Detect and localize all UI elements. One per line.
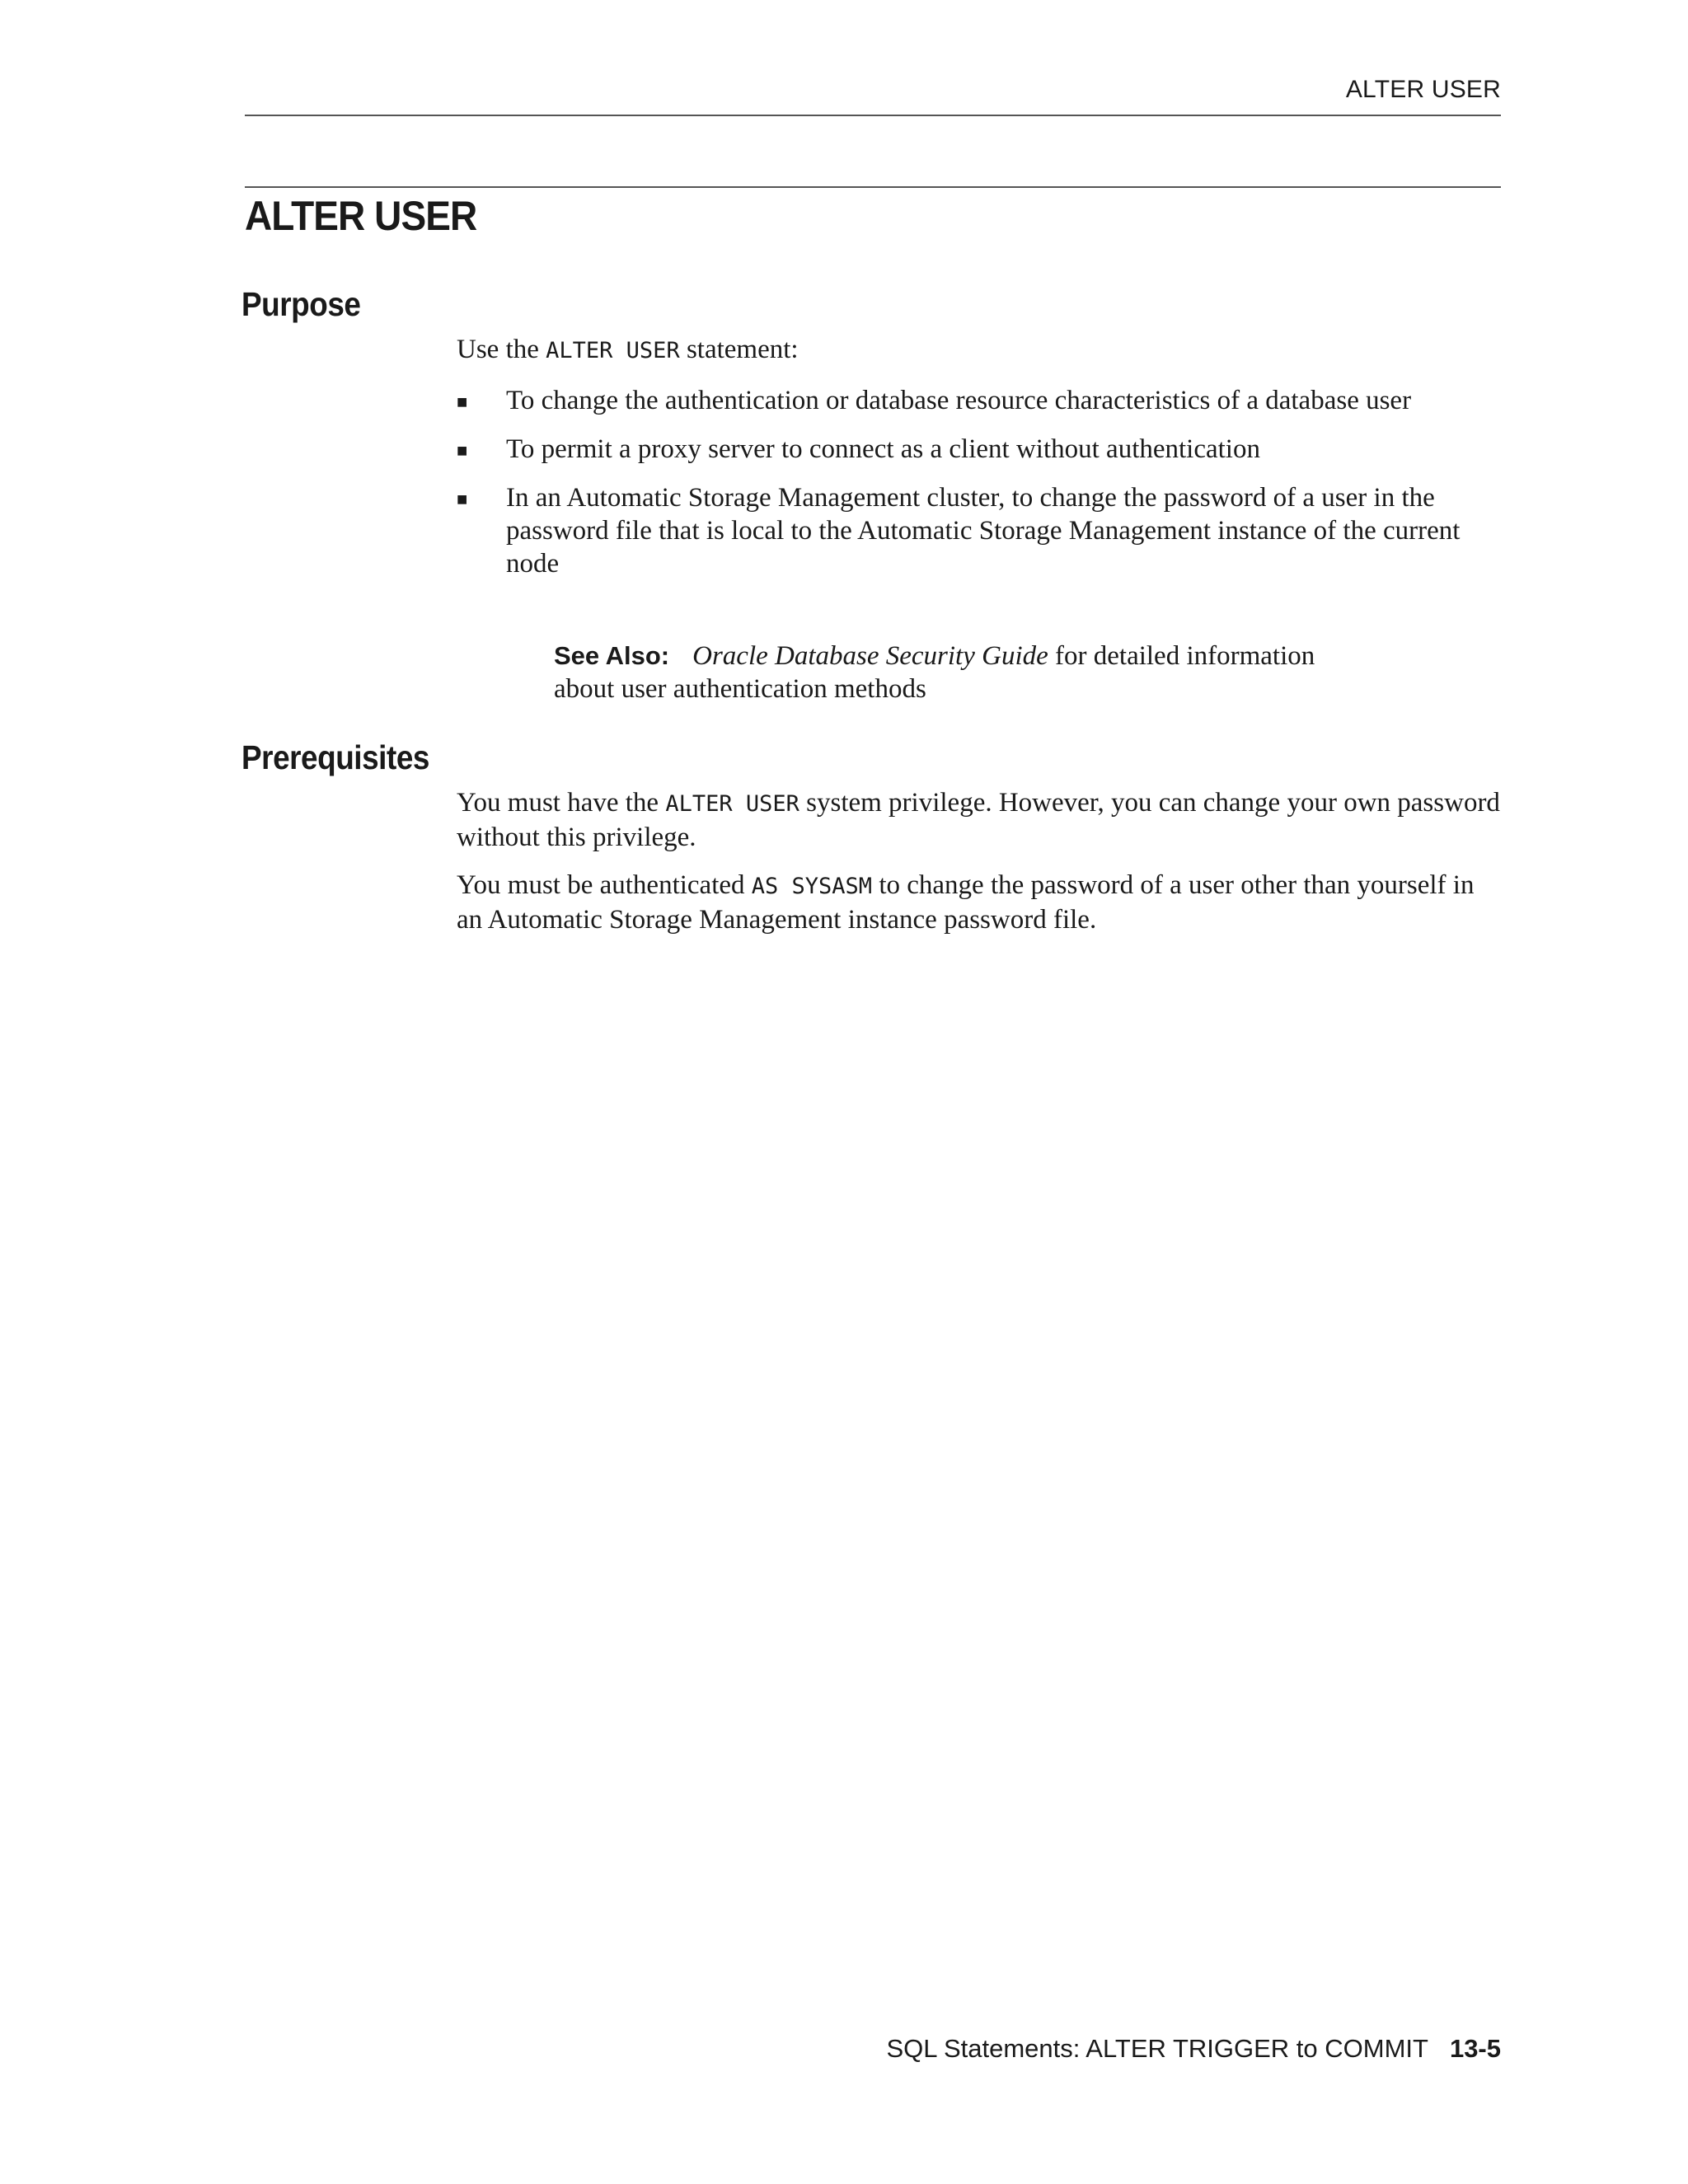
title-rule xyxy=(245,186,1501,188)
see-also-label: See Also: xyxy=(554,641,670,670)
purpose-intro xyxy=(457,333,1503,368)
bullet-text: To change the authentication or database resource characteristics of a database user xyxy=(506,386,1412,415)
page-footer xyxy=(886,2034,1501,2064)
list-item xyxy=(457,384,1503,417)
square-bullet-icon: ■ xyxy=(457,391,468,412)
purpose-body xyxy=(457,333,1503,580)
header-rule xyxy=(245,115,1501,116)
bullet-text: To permit a proxy server to connect as a client without authentication xyxy=(506,434,1260,464)
see-also-text: for detailed information about user authentication methods xyxy=(554,641,1315,704)
prereq2-after: to change the password of a user other than yourself in an Automatic Storage Management instance password file. xyxy=(457,870,1475,935)
prerequisites-para-1 xyxy=(457,786,1503,854)
code-alter-user: ALTER USER xyxy=(665,791,799,817)
purpose-heading: Purpose xyxy=(241,285,361,323)
see-also-reference[interactable]: Oracle Database Security Guide xyxy=(692,641,1048,671)
code-alter-user: ALTER USER xyxy=(546,338,680,363)
bullet-text: In an Automatic Storage Management cluster, to change the password of a user in the password file that is local to the Automatic Storage Management instance of the current node xyxy=(506,483,1461,579)
running-header: ALTER USER xyxy=(1345,76,1501,103)
purpose-intro-after: statement: xyxy=(679,335,799,364)
list-item xyxy=(457,481,1503,580)
page-number: 13-5 xyxy=(1449,2034,1501,2063)
square-bullet-icon: ■ xyxy=(457,489,468,509)
prerequisites-heading: Prerequisites xyxy=(241,738,429,776)
purpose-intro-before: Use the xyxy=(457,335,546,364)
prereq1-after: system privilege. However, you can change your own password without this privilege. xyxy=(457,788,1500,852)
square-bullet-icon: ■ xyxy=(457,440,468,461)
code-as-sysasm: AS SYSASM xyxy=(751,874,873,899)
list-item xyxy=(457,433,1503,466)
prereq1-before: You must have the xyxy=(457,788,666,818)
prereq2-before: You must be authenticated xyxy=(457,870,752,900)
prerequisites-para-2 xyxy=(457,869,1503,936)
see-also-note xyxy=(554,640,1378,705)
footer-text: SQL Statements: ALTER TRIGGER to COMMIT xyxy=(886,2034,1428,2063)
purpose-bullet-list xyxy=(457,384,1503,580)
prerequisites-body xyxy=(457,786,1503,936)
page-title: ALTER USER xyxy=(245,193,477,239)
